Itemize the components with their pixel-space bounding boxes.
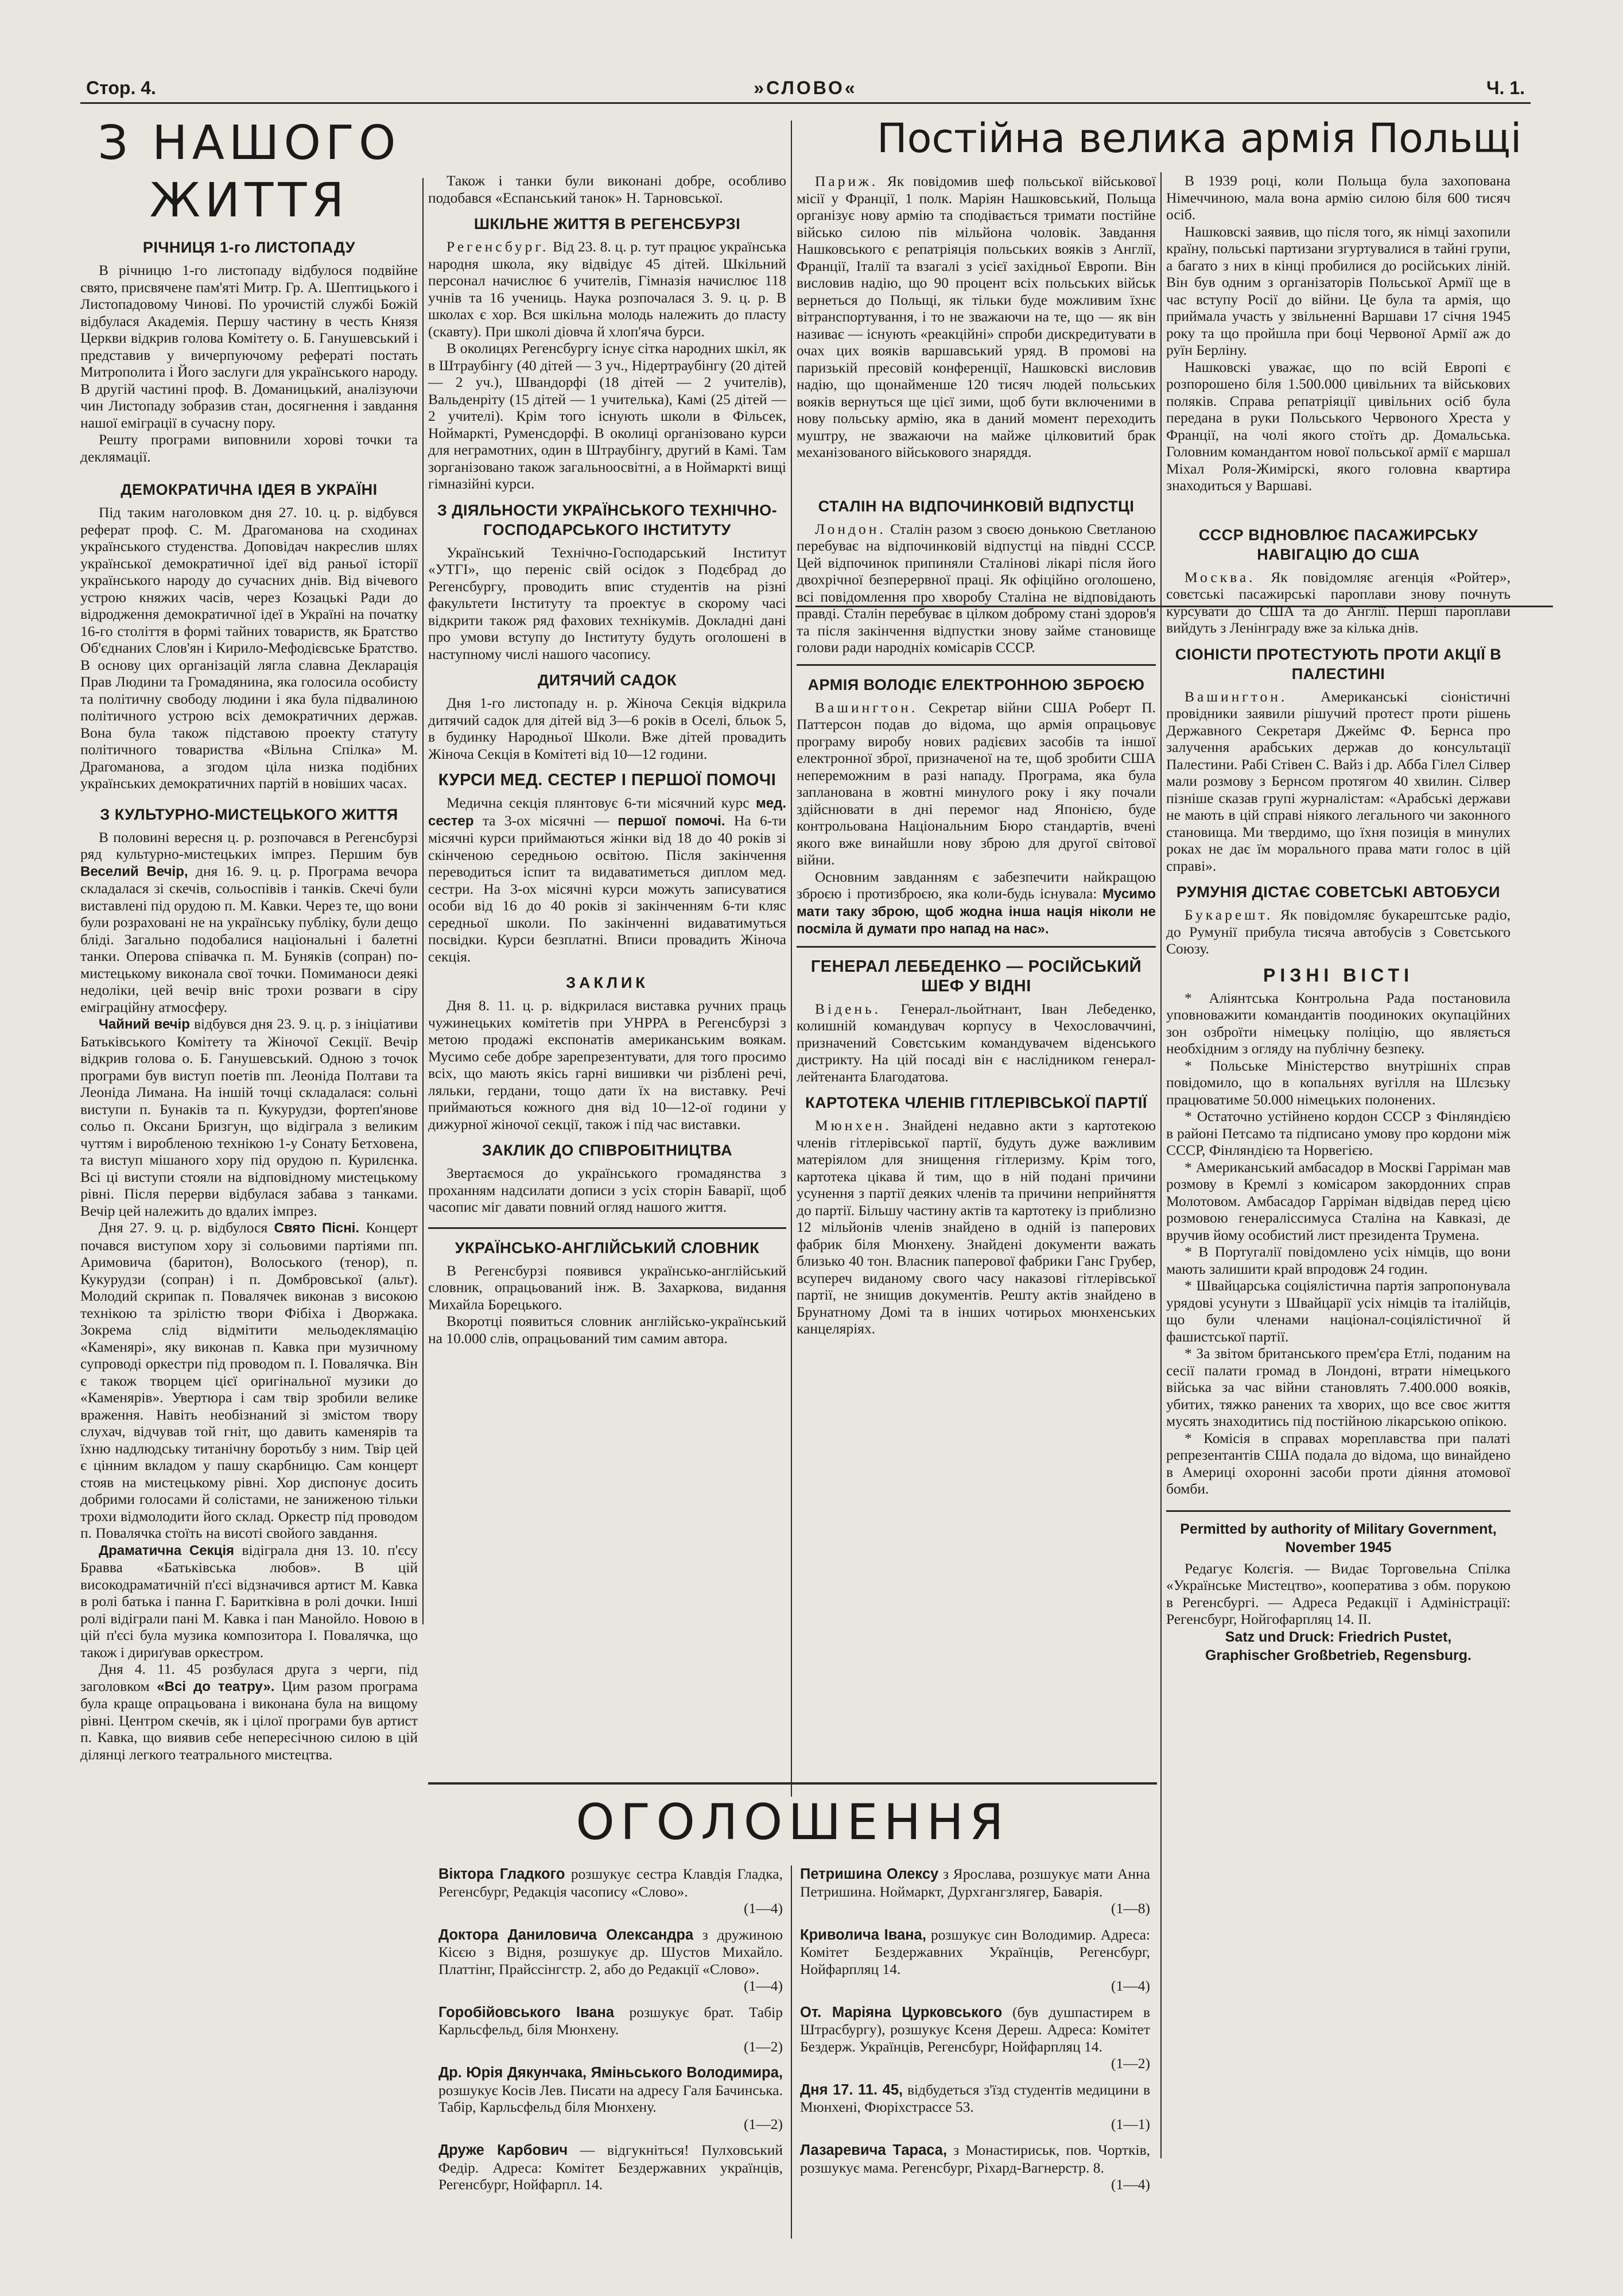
article-heading: КУРСИ МЕД. СЕСТЕР І ПЕРШОЇ ПОМОЧІ xyxy=(438,771,776,789)
article-text: Драматична Секція відіграла дня 13. 10. п'єсу Бравва «Батьківська любов». В цій високодраматичній п'єсі відзначився артист М. Кавка в ролі батька і панна Г. Баритківна в ролі дочки. Інші ролі відіграли пані М. Кавка і пан Манойло. Новою в цій п'єсі була музика композитора І. Повалячка, що також і дириґував оркестром. xyxy=(80,1541,418,1661)
article-text: Вкоротці появиться словник англійсько-український на 10.000 слів, опрацьований тим самим автора. xyxy=(428,1313,786,1347)
ad-text: розшукує син Володимир. Адреса: Комітет Бездержавних Українців, Регенсбург, Нойфарпляц 14. xyxy=(800,1926,1151,1977)
ad-name: Горобійовського Івана xyxy=(438,2004,615,2020)
page-number: Стор. 4. xyxy=(86,77,156,98)
article-heading: АРМІЯ ВОЛОДІЄ ЕЛЕКТРОННОЮ ЗБРОЄЮ xyxy=(797,664,1156,695)
article-text: Звертаємося до українського громадянства з проханням надсилати дописи з усіх сторін Баварії, щоб часопис міг давати повний огляд нашого життя. xyxy=(428,1165,786,1215)
article-heading: УКРАЇНСЬКО-АНГЛІЙСЬКИЙ СЛОВНИК xyxy=(428,1227,786,1258)
article-text: Також і танки були виконані добре, особливо подобався «Еспанський танок» Н. Тарновської. xyxy=(428,172,786,206)
ads-column-right xyxy=(800,1865,1150,2202)
ad-text: з дружиною Кісєю з Відня, розшукує др. Шустов Михайло. Платтінг, Прайссінгстр. 2, або до Редакції «Слово». xyxy=(438,1926,783,1977)
ad-name: Криволича Івана, xyxy=(800,1926,926,1943)
classified-ad xyxy=(438,2004,783,2055)
newspaper-name: »СЛОВО« xyxy=(754,77,857,98)
article-text: В Регенсбурзі появився українсько-англійський словник, опрацьований інж. В. Захаркова, видання Михайла Борецького. xyxy=(428,1262,786,1313)
ad-tag: (1—4) xyxy=(744,1900,783,1917)
ad-text: — відгукніться! Пулховський Федір. Адреса: Комітет Бездержавних українців, Регенсбург, Нойфарпл. 14. xyxy=(438,2142,783,2193)
ad-text: (був душпастирем в Штрасбургу), розшукує Ксеня Дереш. Адреса: Комітет Бездерж. Українців, Регенсбург, Нойфарпляц 14. xyxy=(800,2003,1150,2055)
ad-text: відбудеться з'їзд студентів медицини в Мюнхені, Фюріхстрассе 53. xyxy=(800,2081,1151,2115)
article-text: В половині вересня ц. р. розпочався в Регенсбурзі ряд культурно-мистецьких імпрез. Першим був Веселий Вечір, дня 16. 9. ц. р. Програма вечора складалася зі скечів, сольоспівів і танків. Скечі були виставлені під орудою п. М. Кавки. Через те, що вони були розраховані не на українську публіку, були дещо бліді. Загально подобалися національні і балетні танки. Оперова співачка п. М. Буняків (сопран) по-мистецькому виконала свої точки. Помиманоси деякі недоліки, цей вечір вніс трохи розваги в сіру еміграційну атмосферу. xyxy=(80,828,418,1015)
news-item: * В Португалії повідомлено усіх німців, що вони мають залишити край впродовж 24 годин. xyxy=(1166,1243,1511,1277)
column-1 xyxy=(80,115,418,2250)
column-rule xyxy=(422,178,424,1624)
news-item: * Польське Міністерство внутрішніх справ повідомило, що в копальнях вугілля на Шлєзьку працюватиме 50.000 німецьких полонених. xyxy=(1166,1057,1511,1108)
classified-ad xyxy=(438,1926,783,1995)
ad-name: Др. Юрія Дякунчака, Яміньського Володимира, xyxy=(438,2065,783,2081)
article-text: Регенсбург. Від 23. 8. ц. р. тут працює українська народня школа, яку відвідує 45 дітей. Шкільний персонал начислює 6 учителів, Гімназія начислює 118 учнів та 16 учениць. Наука розпочалася 3. 9. ц. р. В школах є хор. Вся шкільна молодь належить до пласту (скавту). При школі діовча й хлоп'яча бурси. xyxy=(428,238,787,340)
classified-ad xyxy=(800,2081,1150,2133)
article-text: Мюнхен. Знайдені недавно акти з картотекою членів гітлерівської партії, будуть дуже важливим матеріялом для знищення гітлеризму. Крім того, картотека цікава й тим, що в ній подані причини усунення з партії деяких членів та причини неприйняття до партії. Більшу частину актів та картотеку із приблизно 12 мільйонів членів знайдено в одній із паперових фабрик біля Мюнхену. Знайдені документи важать близько 40 тон. Власник паперової фабрики Ганс Грубер, всупереч виданому свого часу наказові гітлерівської партії, не знищив документів. Решту актів знайдено в Брунатному Домі та в інших чотирьох мюнхенських канцеляріях. xyxy=(797,1117,1156,1337)
ads-rule xyxy=(791,1865,792,2239)
column-rule xyxy=(1160,172,1162,2158)
ad-tag: (1—2) xyxy=(744,2038,783,2055)
ad-name: Лазаревича Тараса, xyxy=(800,2142,948,2158)
article-heading: ШКІЛЬНЕ ЖИТТЯ В РЕГЕНСБУРЗІ xyxy=(473,215,741,232)
article-text: Вашингтон. Секретар війни США Роберт П. Паттерсон подав до відома, що армія опрацьовує програму виробу нових радієвих засобів та іншої електронної зброї, призначеної на те, щоб зробити США непереможним в разі нападу. Програма, яка була запланована в жовтні минулого року і яку почали здійснювати в дні перемог над Японією, буде контрольована Національним Бюро стандартів, вчені якого вже винайшли нову зброю для другої світової війни. xyxy=(797,699,1156,868)
ad-tag: (1—2) xyxy=(1111,2055,1150,2072)
article-text: Москва. Як повідомляє агенція «Ройтер», совєтські пасажирські пароплави знову почнуть курсувати до США та до Англії. Перші пароплави вийдуть з Ленінграду вже за кілька днів. xyxy=(1166,568,1511,636)
article-heading: ЗАКЛИК ДО СПІВРОБІТНИЦТВА xyxy=(482,1142,733,1159)
issue-number: Ч. 1. xyxy=(1486,77,1525,98)
classified-ad xyxy=(438,1865,783,1917)
classified-ad xyxy=(800,1926,1150,1995)
article-text: Основним завданням є забезпечити найкращою зброєю і протизброєю, яка коли-будь існувала: Мусимо мати таку зброю, щоб жодна інша нація ніколи не посміла й думати про напад на нас». xyxy=(797,868,1156,937)
article-heading: ДИТЯЧИЙ САДОК xyxy=(537,672,677,689)
article-heading: СТАЛІН НА ВІДПОЧИНКОВІЙ ВІДПУСТЦІ xyxy=(818,497,1135,515)
ad-text: розшукує брат. Табір Карльсфельд, біля Мюнхену. xyxy=(438,2003,783,2038)
column-2 xyxy=(428,172,786,1779)
column-rule xyxy=(791,121,792,1797)
article-heading: РІЧНИЦЯ 1-го ЛИСТОПАДУ xyxy=(142,239,356,256)
section-title: З НАШОГО ЖИТТЯ xyxy=(98,116,401,228)
article-text: Український Технічно-Господарський Інститут «УТГІ», що переніс свій осідок з Подєбрад до Регенсбургу, проводить впис студентів на різні факультети Інституту та проектує в скорому часі відкрити також ряд фахових технікумів. Докладні дані про умови вступу до Інституту будуть оголошені в наступному числі нашого часопису. xyxy=(428,544,786,662)
article-text: Відень. Генерал-льойтнант, Іван Лебеденко, колишній командувач корпусу в Чехословаччині, призначений Совєтським командувачем віденського дистрикту. На цій посаді він є наслідником генерал-лейтенанта Благодатова. xyxy=(797,1000,1156,1085)
ads-section xyxy=(428,1791,1157,2250)
article-heading: З КУЛЬТУРНО-МИСТЕЦЬКОГО ЖИТТЯ xyxy=(100,805,398,823)
article-text: Дня 27. 9. ц. р. відбулося Свято Пісні. Концерт почався виступом хору зі сольовими партіями пп. Аримовича (баритон), Волоського (тенор), п. Кукурудзи (сопран) і п. Домбровської (альт). Молодий скрипак п. Повалячек виконав з високою технікою та зрілістю твори Фібіха і Дворжака. Зокрема слід відмітити мельодеклямацію «Каменярі», яку виконав п. Кавка при музичному супроводі оркестри під проводом п. І. Повалячка. Він є також творцем цієї оригінальної музики до «Каменярів». Увертюра і сам твір зробили велике враження. Навіть необізнаний зі змістом твору слухач, відчував той гніт, що давить каменярів та їхню надлюдську титанічну боротьбу з ним. Твір цей є цінним вкладом у пашу скарбницю. Сам концерт стояв на мистецькому рівні. Хор диспонує досить добрими голосами й солістами, не заниженою тільки трохи відмолодити його склад. Оркестр під проводом п. Повалячка стоїть на висоті свойого завдання. xyxy=(80,1219,418,1541)
classified-ad xyxy=(438,2142,783,2193)
ad-name: Петришина Олексу xyxy=(800,1866,939,1882)
editorial-note: Редагує Колєгія. — Видає Торговельна Спілка «Українське Мистецтво», кооператива з обм. порукою в Регенсбургі. — Адреса Редакції і Адміністрації: Регенсбург, Нойгофарпляц 14. II. xyxy=(1166,1560,1511,1627)
ad-text: з Ярослава, розшукує мати Анна Петришина. Ноймаркт, Дурхгангзлягер, Баварія. xyxy=(800,1865,1151,1900)
classified-ad xyxy=(438,2064,783,2132)
ad-tag: (1—4) xyxy=(1111,1977,1150,1994)
ad-text: з Монастириськ, пов. Чортків, розшукує мама. Регенсбург, Ріхард-Вагнерстр. 8. xyxy=(800,2142,1151,2176)
article-text: Дня 1-го листопаду н. р. Жіноча Секція відкрила дитячий садок для дітей від 3—6 років в Оселі, бльок 5, в будинку Народньої Школи. Вже дітей провадить Жіноча Секція в Комітеті від 10—12 години. xyxy=(428,695,786,762)
article-text: Під таким наголовком дня 27. 10. ц. р. відбувся реферат проф. С. М. Драгоманова на сходинах українського студенства. Доповідач накреслив шлях української демократичної ідеї від раньої історії українського народу до сучасних днів. Від вічевого устрою княжих часів, через Козацькі Ради до відродження демократичної ідеї в Україні на початку 16-го століття в формі тайних товариств, як Братство Об'єднаних Слов'ян і Кирило-Мефодієвське Братство. В основу цих організацій лягла славна Декларація Прав Людини та Громадянина, яка голосила особисту та політичну свободу людини і яка була підвалиною політичного устрою всіх демократичних держав. Вона була також підставою проекту статуту політичного товариства «Вільна Спілка» М. Драгоманова, а згодом ціла низка подібних українських демократичних партій в новіших часах. xyxy=(80,504,418,792)
ad-text: розшукує сестра Клавдія Гладка, Регенсбург, Редакція часопису «Слово». xyxy=(438,1865,783,1900)
article-text: В річницю 1-го листопаду відбулося подвійне свято, присвячене пам'яті Митр. Гр. А. Шептицького і Листопадовому Чинові. По урочистій службі Божій відбулася Академія. Першу частину в честь Князя Церкви відкрив голова Комітету о. Б. Ганушевський і представив у вичерпуючому рефераті постать Митрополита і Його заслуги для українського народу. В другій частині проф. В. Доманицький, аналізуючи чин Листопаду зобразив стан, досягнення і завдання нашої еміграції в сучасну пору. xyxy=(80,262,418,431)
article-heading: РІЗНІ ВІСТІ xyxy=(1263,964,1414,986)
article-heading: СССР ВІДНОВЛЮЄ ПАСАЖИРСЬКУ НАВІГАЦІЮ ДО США xyxy=(1198,526,1478,563)
ads-rule xyxy=(428,1782,1157,1785)
news-item: * За звітом британського прем'єра Етлі, поданим на сесії палати громад в Лондоні, втрати німецького війська за час війни становлять 7.400.000 вояків, убитих, тяжко ранених та хворих, що все своє життя мусять знаходитись під постійною лікарською опікою. xyxy=(1166,1345,1511,1429)
article-text: Лондон. Сталін разом з своєю донькою Светланою перебуває на відпочинковій відпустці на півдні СССР. Цей відпочинок припиняли Сталінові лікарі після його двохрічної безперервної праці. Як офіційно оголошено, всі повідомлення про хворобу Сталіна не відповідають правді. Сталін перебуває в цілком доброму стані здоров'я та після закінчення відпустки знову займе становище голови ради народніх комісарів СССР. xyxy=(797,520,1156,656)
article-heading: РУМУНІЯ ДІСТАЄ СОВЕТСЬКІ АВТОБУСИ xyxy=(1176,883,1501,901)
article-text: В околицях Регенсбургу існує сітка народних шкіл, як в Штраубінгу (40 дітей — 3 уч., Нідертраубінгу (20 дітей — 2 уч.), Швандорфі (18 дітей — 2 учителів), Вальденріту (15 дітей — 1 учителька), Камі (25 дітей — 2 учителі). Крім того існують школи в Фільсек, Ноймаркті, Руменсдорфі. В околиці організовано курси для неграмотних, один в Штраубінгу, другий в Камі. Там зорганізовано також загальноосвітні, а в Ноймаркті вищі гімназійні курси. xyxy=(428,340,786,492)
article-text: Букарешт. Як повідомляє букарештське радіо, до Румунії прибула тисяча автобусів з Совєтського Союзу. xyxy=(1166,906,1511,957)
ad-text: розшукує Косів Лев. Писати на адресу Галя Бачинська. Табір, Карльсфельд біля Мюнхену. xyxy=(438,2081,783,2115)
ad-name: Друже Карбович xyxy=(438,2142,568,2158)
news-item: * Швайцарська соціялістична партія запропонувала урядові усунути з Швайцарії усіх німців та італійців, що були членами націонал-соціялістичної й фашистської партії. xyxy=(1166,1277,1511,1345)
ad-name: Доктора Даниловича Олександра xyxy=(438,1926,694,1943)
ad-tag: (1—1) xyxy=(1111,2115,1150,2132)
article-text: Вашингтон. Американські сіоністичні провідники заявили рішучий протест проти рішень Державного Секретаря Джеймс Ф. Бернса про залучення арабських держав до консультації Палестини. Рабі Стівен С. Вайз і др. Абба Гілел Сілвер мали розмову з Бернсом протягом 40 хвилин. Сілвер пізніше сказав групі журналістам: «Арабські держави не мають в цій справі ніякого легального чи законного становища. Ми твердимо, що їхня позиція в минулих роках не дає їм морального права мати голос в цій справі». xyxy=(1166,688,1511,874)
page-header xyxy=(80,73,1531,104)
article-heading: СІОНІСТИ ПРОТЕСТУЮТЬ ПРОТИ АКЦІЇ В ПАЛЕСТИНІ xyxy=(1175,645,1502,682)
classified-ad xyxy=(800,1865,1150,1917)
article-text: Париж. Як повідомив шеф польської військової місії у Франції, 1 полк. Маріян Нашковський, Польща організує нову армію та сподівається тримати постійне військо силою пів мільйона чоловік. Завдання Нашковського є репатріяція польських вояків з Англії, Франції, Італії та взагалі з усієї західньої Европи. Він висловив надію, що 90 процент всіх польських військ вернеться до Польщі, як тільки буде можливим їхнє вітранспортування, і то не зважаючи на те, що — як він називає — існують «реакційні» спроби дискредитувати в очах цих вояків варшавський уряд. В промові на паризькій пресовій конференції, Нашковскі висловив надію, що щонайменше 120 тисяч людей польських вояків вернуться ще цієї зими, щоб бути включеними в нову польську армію, яка в даний момент переходить муштру, не зважаючи на майже цілковитий брак механізованого військового знаряддя. xyxy=(797,173,1156,460)
ad-tag: (1—8) xyxy=(1111,1900,1150,1917)
article-heading: З ДІЯЛЬНОСТИ УКРАЇНСЬКОГО ТЕХНІЧНО-ГОСПОДАРСЬКОГО ІНСТИТУТУ xyxy=(437,501,778,538)
ad-tag: (1—2) xyxy=(744,2115,783,2132)
article-title: Постійна велика армія Польщі xyxy=(877,115,1522,162)
news-item: * Комісія в справах мореплавства при палаті репрезентантів США подала до відома, що винайдено в Америці охоронні засоби проти діяння атомової бомби. xyxy=(1166,1429,1511,1497)
classified-ad xyxy=(800,2142,1150,2193)
article-text: Медична секція плянтовує 6-ти місячний курс мед. сестер та 3-ох місячні — першої помочі. На 6-ти місячні курси приймаються жінки від 18 до 40 років зі скінченою середньою освітою. Після закінчення переводиться іспит та видаватиметься диплом мед. сестри. На 3-ох місячні курси можуть записуватися особи від 16 до 40 років зі закінченням 6-ти кляс середньої школи. По закінченні видаватимуться посвідки. Курси безплатні. Вписи провадить Жіноча секція. xyxy=(428,794,787,965)
article-text: Дня 4. 11. 45 розбулася друга з черги, під заголовком «Всі до театру». Цим разом програма була краще опрацьована і виконана була на вищому рівні. Центром скечів, як і цілої програми був артист п. Кавка, що виявив себе непересічною силою в цій ділянці легкого театрального мистецтва. xyxy=(80,1661,418,1763)
article-text: Дня 8. 11. ц. р. відкрилася виставка ручних праць чужинецьких комітетів при УНРРА в Регенсбурзі з метою продажі експонатів американським воякам. Мусимо себе добре зарепрезентувати, для того просимо всіх, що мають якісь гарні вишивки чи різблені речі, ляльки, гердани, тощо дати їх на виставку. Речі приймаються кожного дня від 10—12-ої години у дижурної жіночої секції, також і під час виставки. xyxy=(428,997,786,1133)
ad-name: Дня 17. 11. 45, xyxy=(800,2081,903,2098)
ad-name: От. Маріяна Цурковського xyxy=(800,2004,1003,2020)
ads-column-left xyxy=(438,1865,783,2202)
column-4 xyxy=(1166,172,1511,2250)
article-heading: ДЕМОКРАТИЧНА ІДЕЯ В УКРАЇНІ xyxy=(121,481,378,498)
article-heading: ЗАКЛИК xyxy=(566,974,649,991)
article-text: Нашковскі уважає, що по всій Европі є розпорошено біля 1.500.000 цивільних та військових поляків. Справа репатріяції цивільних осіб була передана в руки Польського Червоного Хреста у Франції, на чолі якого стоїть др. Домальська. Головним командантом нової польської армії є маршал Міхал Роля-Жимірскі, якого головна квартира знаходиться у Варшаві. xyxy=(1166,358,1511,494)
ad-tag: (1—4) xyxy=(1111,2176,1150,2193)
article-text: Решту програми виповнили хорові точки та деклямації. xyxy=(80,431,418,465)
news-item: * Американський амбасадор в Москві Гарріман мав розмову в Кремлі з комісаром закордонних справ Молотовом. Амбасадор Гарріман відвідав перед цією розмовою генераліссимуса Сталіна на Кавказі, де вручив йому особистий лист президента Трумена. xyxy=(1166,1158,1511,1243)
imprint: Permitted by authority of Military Government, November 1945 Редагує Колєгія. — Видає Торговельна Спілка «Українське Мистецтво», кооператива з обм. порукою в Регенсбургі. — Адреса Редакції і Адміністрації: Регенсбург, Нойгофарпляц 14. II. Satz und Druck: Friedrich Pustet, Graphischer Großbetrieb, Regensburg. xyxy=(1166,1510,1511,1665)
article-text: Нашковскі заявив, що після того, як німці захопили країну, польські партизани згуртувалися в тайні групи, а багато з них в кінці пробилися до російських ліній. Він був одним з організаторів Польської Армії ще в час вступу Росії до війни. Це була та армія, що приймала участь у звільненні Варшави 17 січня 1945 року та що пройшла при боці Червоної Армії аж до руїн Берліну. xyxy=(1166,223,1511,358)
news-item: * Аліянтська Контрольна Рада постановила уповноважити командантів поодиноких окупаційних зон озброїти німецьку поліцію, що являється необхідним з огляду на публічну безпеку. xyxy=(1166,989,1511,1057)
classified-ad xyxy=(800,2004,1150,2072)
article-heading: КАРТОТЕКА ЧЛЕНІВ ГІТЛЕРІВСЬКОЇ ПАРТІЇ xyxy=(805,1094,1147,1111)
ad-tag: (1—4) xyxy=(744,1977,783,1994)
article-text: Чайний вечір відбувся дня 23. 9. ц. р. з ініціативи Батьківського Комітету та Жіночої Секції. Вечір відкрив голова о. Б. Ганушевський. Одною з точок програми був виступ поетів пп. Леоніда Полтави та Леоніда Лимана. На іншій точці складалася: сольні виступи п. Бунаків та п. Кукурудзи, фортеп'янове сольо п. Оксани Бризгун, що відіграла з великим чуттям і виробленою технікою 1-у Сонату Бетховена, та виступ мішаного хору під орудою п. Курилєнка. Всі ці виступи стояли на відповідному мистецькому рівні. Після перерви відбулася забава з танками. Вечір цей належить до вдалих імпрез. xyxy=(80,1015,418,1219)
article-heading: ГЕНЕРАЛ ЛЕБЕДЕНКО — РОСІЙСЬКИЙ ШЕФ У ВІДНІ xyxy=(797,946,1156,996)
news-item: * Остаточно устійнено кордон СССР з Фінляндією в районі Петсамо та підписано умову про кордони між СССР, Фінляндією та Норвегією. xyxy=(1166,1108,1511,1158)
ad-name: Віктора Гладкого xyxy=(438,1866,565,1882)
article-text: В 1939 році, коли Польща була захопована Німеччиною, мала вона армію силою біля 600 тисяч осіб. xyxy=(1166,172,1511,223)
ads-title: ОГОЛОШЕННЯ xyxy=(576,1794,1009,1851)
